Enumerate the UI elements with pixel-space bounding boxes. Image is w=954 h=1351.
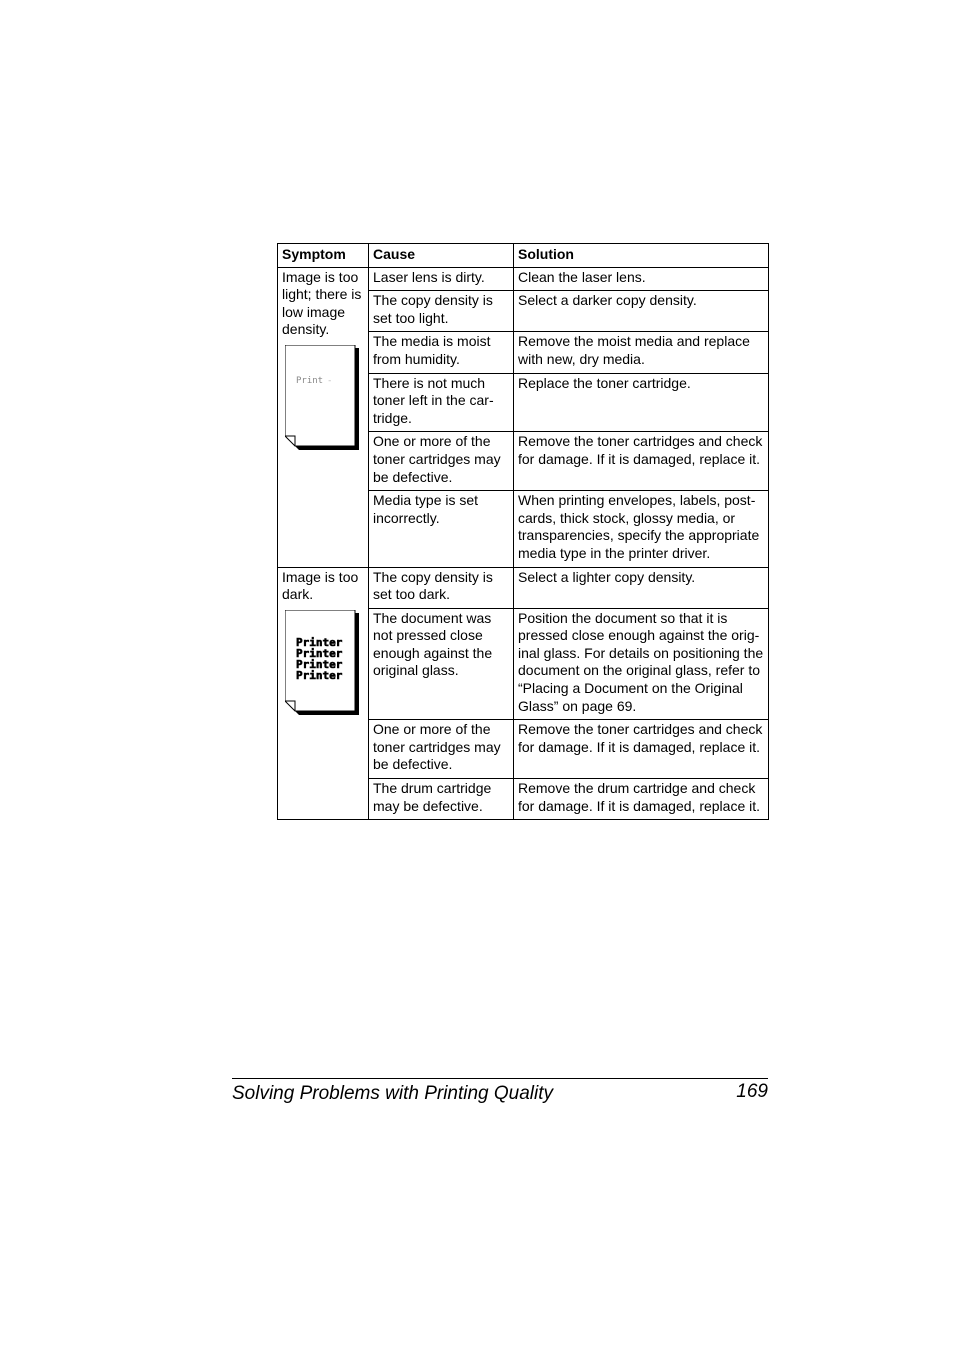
page-number: 169 [736,1081,768,1102]
light-print-sample-image [285,345,359,450]
table-header-row [278,244,769,268]
solution-cell [514,720,769,779]
solution-cell [514,432,769,491]
cause-cell [369,567,514,608]
cause-text: One or more of the toner cartridges may be defective. [373,433,501,485]
table-row [278,267,769,291]
solution-cell [514,491,769,567]
sample-dark-line: Printer [296,668,343,682]
symptom-text: Image is too light; there is low image density. [282,268,362,338]
cause-text: Media type is set incorrectly. [373,492,479,526]
solution-cell [514,373,769,432]
cause-cell [369,720,514,779]
table-row [278,567,769,608]
solution-cell [514,332,769,373]
solution-text: Position the document so that it is pressed close enough against the orig- inal glass. For details on positioning the document on the original glass, refer to “Placing a Document on the Original Glass” on page 69. [518,609,764,714]
troubleshooting-table [277,243,769,820]
cause-cell [369,332,514,373]
solution-cell [514,267,769,291]
cause-cell [369,779,514,820]
dark-print-sample-image [285,610,359,715]
cause-cell [369,608,514,720]
solution-cell [514,291,769,332]
header-solution: Solution [514,244,769,268]
cause-cell [369,373,514,432]
cause-text: Laser lens is dirty. [373,268,485,285]
sample-faded-text: Print [296,375,324,386]
sample-dark-line: Printer [296,635,343,649]
solution-cell [514,608,769,720]
cause-text: One or more of the toner cartridges may be defective. [373,721,501,773]
cause-text: There is not much toner left in the car- tridge. [373,374,494,426]
cause-text: The drum cartridge may be defective. [373,780,492,814]
solution-text: Clean the laser lens. [518,268,646,285]
cause-text: The copy density is set too light. [373,292,493,326]
sample-faded-mark: - [327,375,333,386]
symptom-text: Image is too dark. [282,568,359,603]
header-cause: Cause [369,244,514,268]
symptom-cell-light [278,267,369,567]
header-symptom: Symptom [278,244,369,268]
cause-text: The media is moist from humidity. [373,333,491,367]
cause-cell [369,491,514,567]
cause-cell [369,291,514,332]
solution-text: Select a lighter copy density. [518,568,696,585]
solution-text: Remove the toner cartridges and check for damage. If it is damaged, replace it. [518,433,763,467]
solution-text: Remove the toner cartridges and check for damage. If it is damaged, replace it. [518,721,763,755]
cause-cell [369,267,514,291]
sample-dark-line: Printer [296,646,343,660]
cause-cell [369,432,514,491]
solution-text: Replace the toner cartridge. [518,374,691,391]
footer-divider [232,1078,768,1079]
solution-text: When printing envelopes, labels, post- cards, thick stock, glossy media, or transparencies, specify the appropriate media type in the printer driver. [518,492,760,561]
sample-dark-line: Printer [296,657,343,671]
footer-section-title: Solving Problems with Printing Quality [232,1083,554,1104]
solution-cell [514,779,769,820]
symptom-cell-dark [278,567,369,820]
solution-cell [514,567,769,608]
cause-text: The copy density is set too dark. [373,568,493,603]
solution-text: Remove the moist media and replace with new, dry media. [518,333,750,367]
cause-text: The document was not pressed close enough against the original glass. [373,609,493,679]
solution-text: Select a darker copy density. [518,292,697,309]
solution-text: Remove the drum cartridge and check for damage. If it is damaged, replace it. [518,780,761,814]
